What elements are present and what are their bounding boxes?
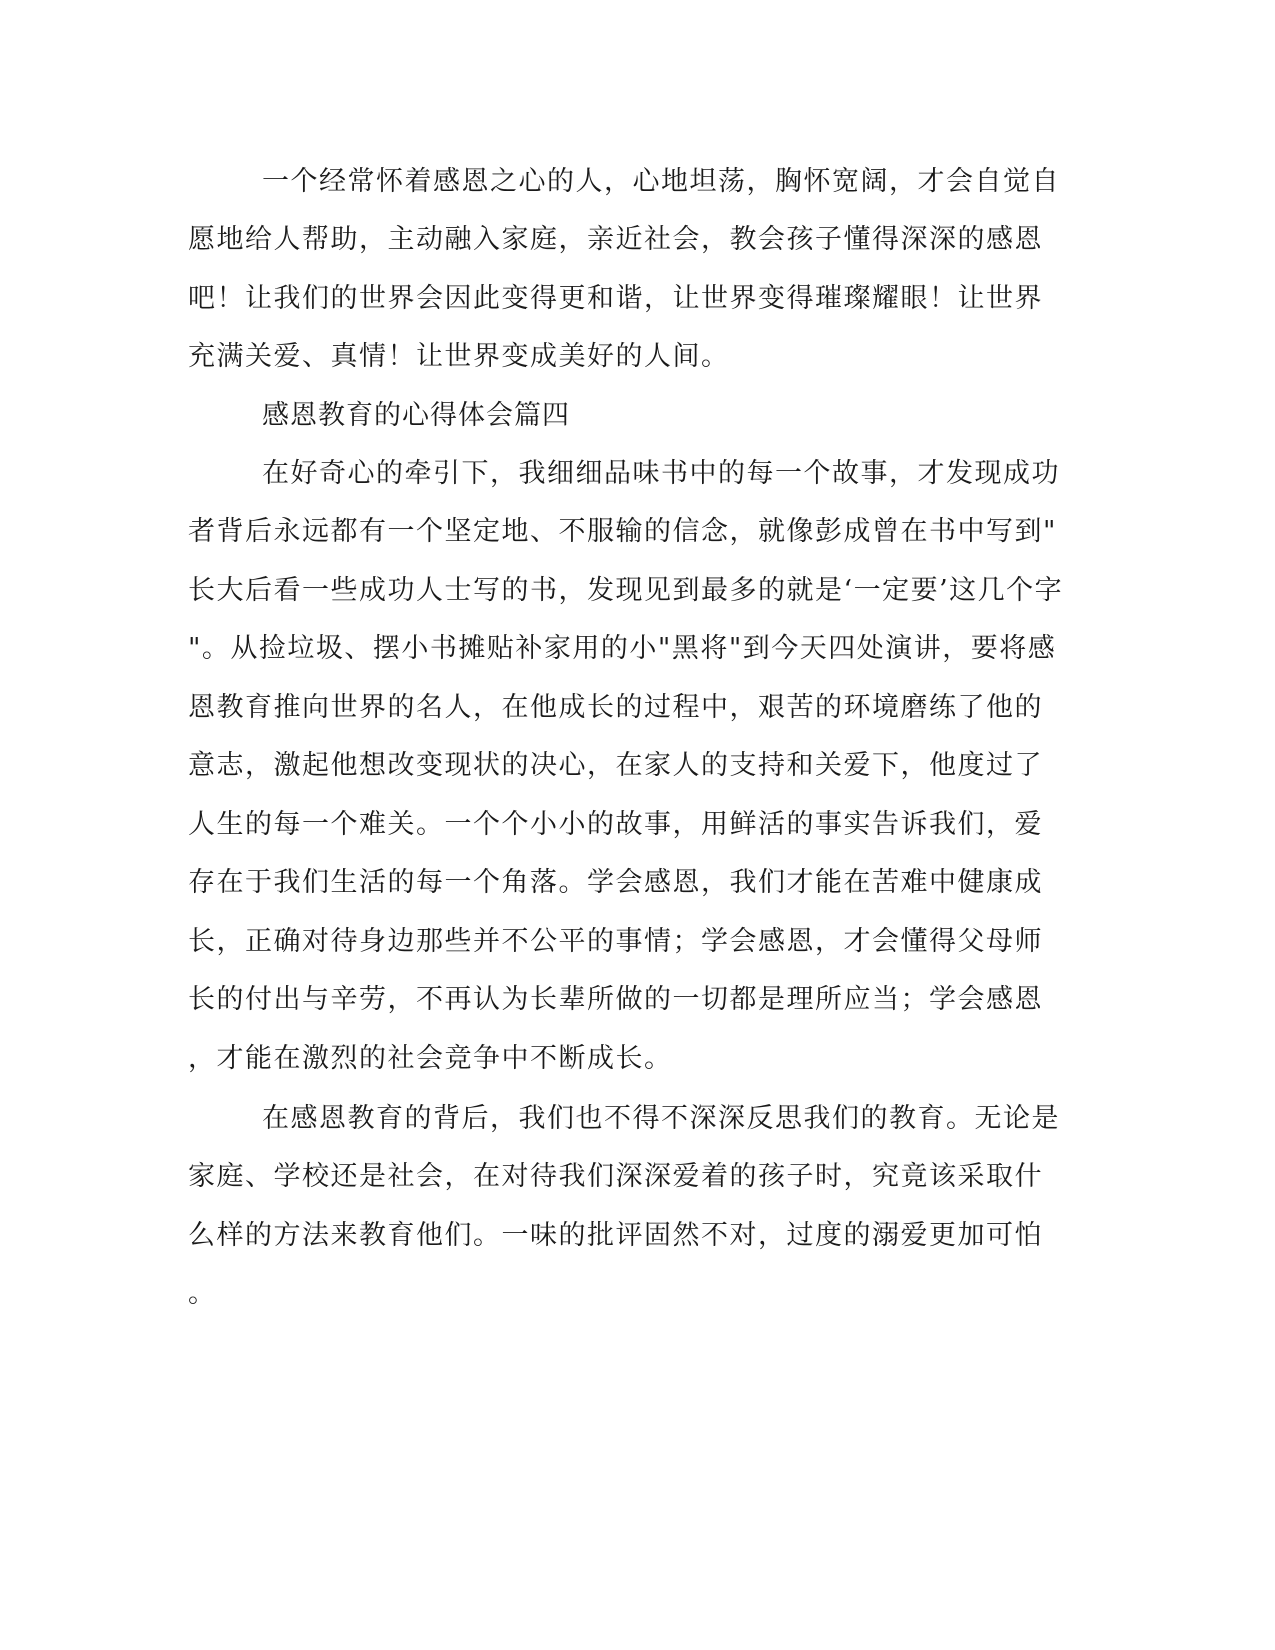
paragraph-2-line-6: 意志，激起他想改变现状的决心，在家人的支持和关爱下，他度过了	[188, 750, 1043, 781]
paragraph-3-line-4: 。	[188, 1278, 217, 1309]
paragraph-2-line-11: ，才能在激烈的社会竞争中不断成长。	[188, 1043, 673, 1074]
paragraph-2-line-9: 长，正确对待身边那些并不公平的事情；学会感恩，才会懂得父母师	[188, 926, 1043, 957]
paragraph-2-line-1: 在好奇心的牵引下，我细细品味书中的每一个故事，才发现成功	[262, 458, 1060, 489]
paragraph-1-line-3: 吧！让我们的世界会因此变得更和谐，让世界变得璀璨耀眼！让世界	[188, 283, 1043, 314]
paragraph-2-line-2: 者背后永远都有一个坚定地、不服输的信念，就像彭成曾在书中写到"	[188, 516, 1057, 547]
paragraph-3-line-2: 家庭、学校还是社会，在对待我们深深爱着的孩子时，究竟该采取什	[188, 1161, 1043, 1192]
paragraph-2-line-3: 长大后看一些成功人士写的书，发现见到最多的就是‘一定要’这几个字	[188, 575, 1064, 606]
section-heading: 感恩教育的心得体会篇四	[262, 400, 570, 431]
paragraph-3-line-1: 在感恩教育的背后，我们也不得不深深反思我们的教育。无论是	[262, 1103, 1060, 1134]
paragraph-2-line-5: 恩教育推向世界的名人，在他成长的过程中，艰苦的环境磨练了他的	[188, 692, 1043, 723]
paragraph-1-line-2: 愿地给人帮助，主动融入家庭，亲近社会，教会孩子懂得深深的感恩	[188, 224, 1043, 255]
paragraph-1-line-1: 一个经常怀着感恩之心的人，心地坦荡，胸怀宽阔，才会自觉自	[262, 166, 1060, 197]
paragraph-3-line-3: 么样的方法来教育他们。一味的批评固然不对，过度的溺爱更加可怕	[188, 1220, 1043, 1251]
paragraph-2-line-4: "。从捡垃圾、摆小书摊贴补家用的小"黑将"到今天四处演讲，要将感	[188, 633, 1057, 664]
paragraph-1-line-4: 充满关爱、真情！让世界变成美好的人间。	[188, 341, 730, 372]
paragraph-2-line-7: 人生的每一个难关。一个个小小的故事，用鲜活的事实告诉我们，爱	[188, 809, 1043, 840]
paragraph-2-line-10: 长的付出与辛劳，不再认为长辈所做的一切都是理所应当；学会感恩	[188, 984, 1043, 1015]
paragraph-2-line-8: 存在于我们生活的每一个角落。学会感恩，我们才能在苦难中健康成	[188, 867, 1043, 898]
